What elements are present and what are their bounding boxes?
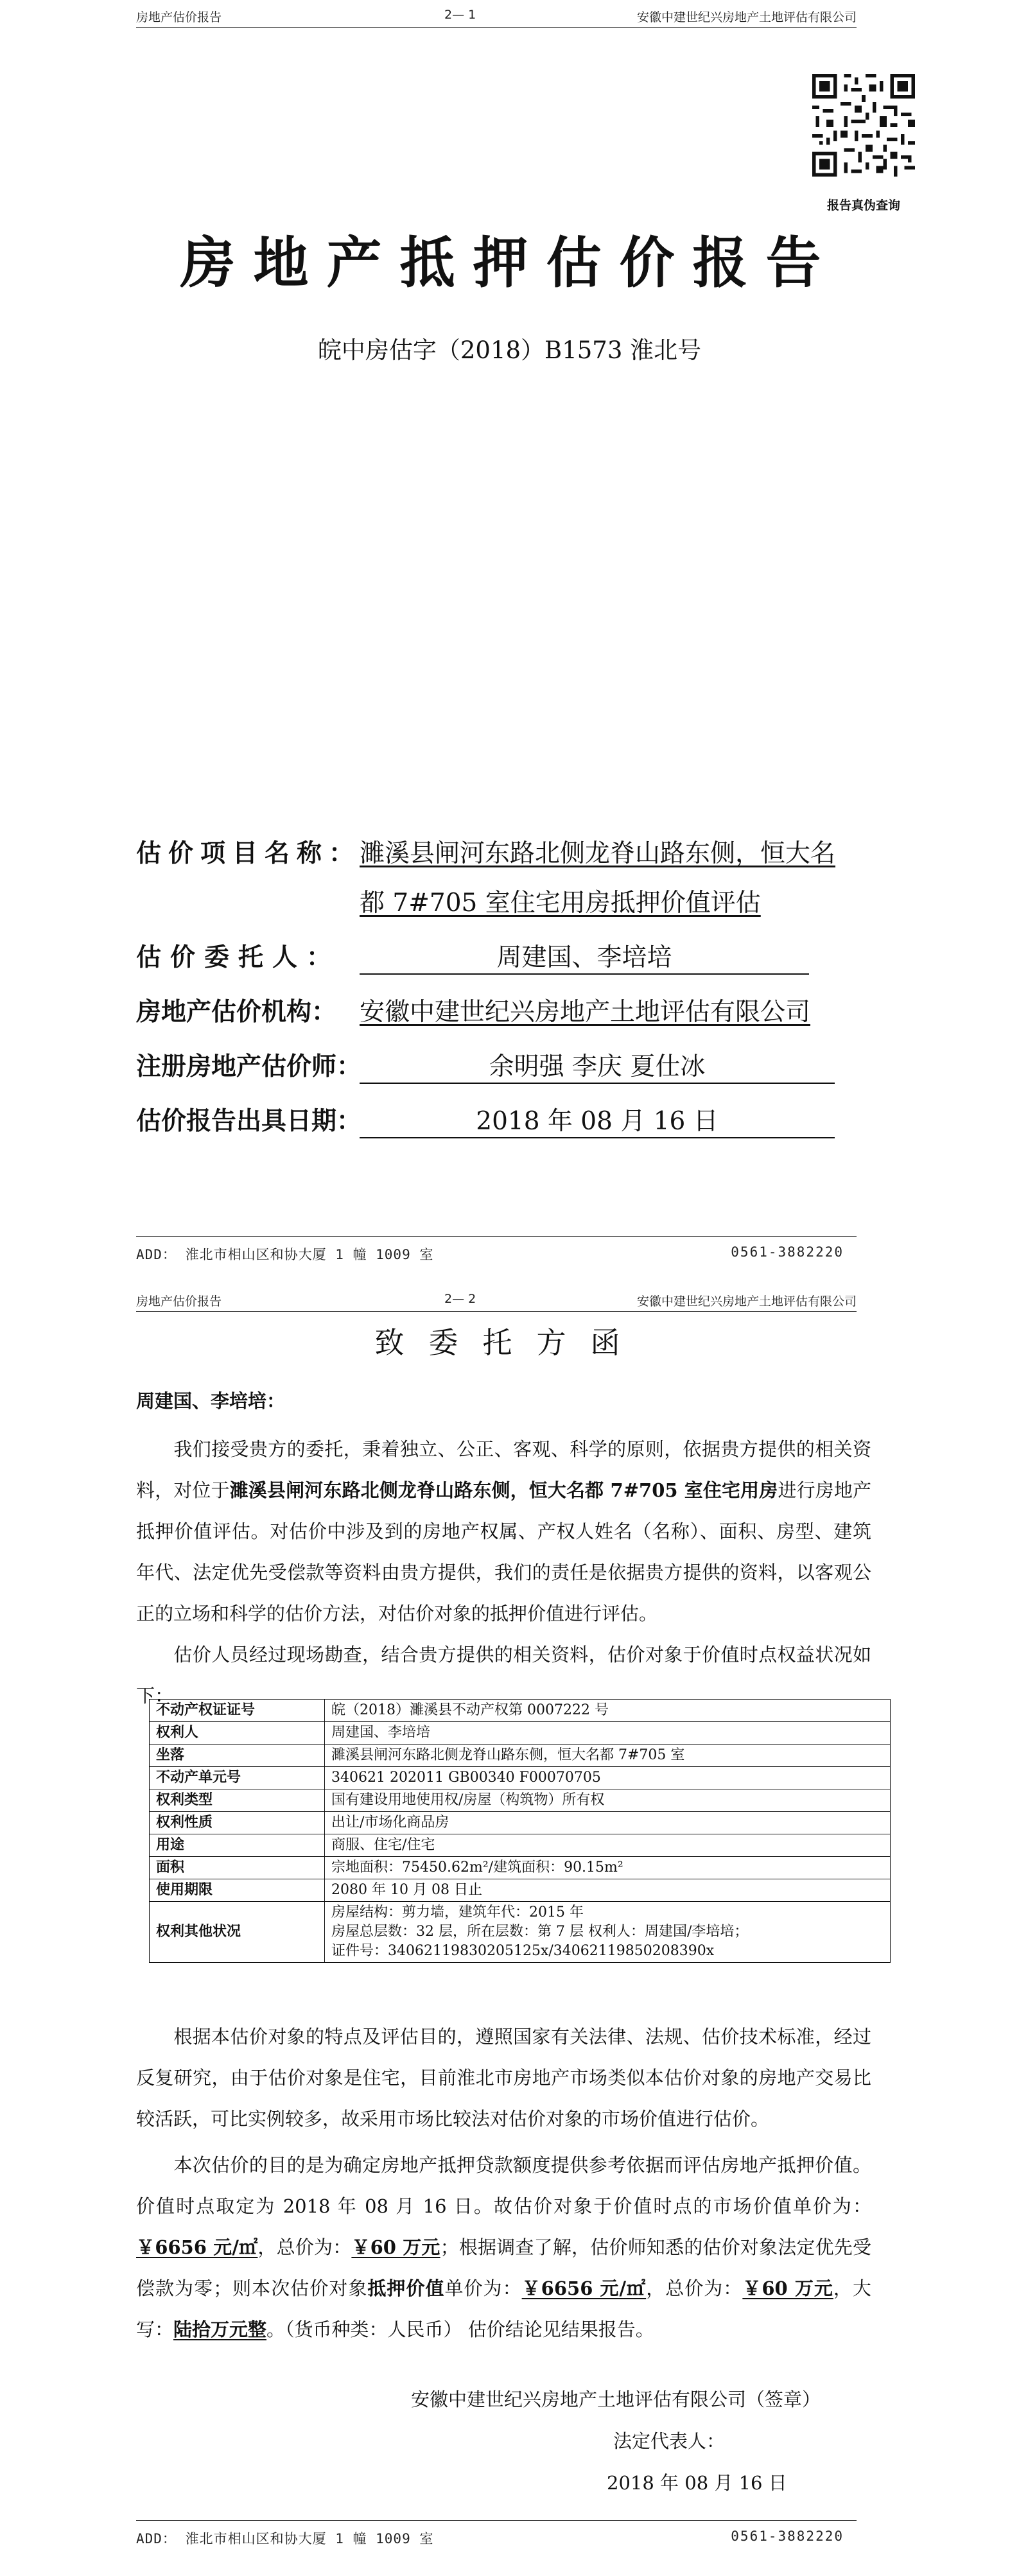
table-key: 权利性质 [150,1812,325,1834]
header-page-number: 2— 1 [444,8,476,22]
table-row [150,1745,891,1767]
table-key: 面积 [150,1857,325,1879]
project-name-value-line1: 濉溪县闸河东路北侧龙脊山路东侧，恒大名 [360,839,836,868]
p4-text-d: 单价为： [444,2277,522,2299]
p4-text-c: ；根据调查了解，估价师知悉的估价对象法定优先受偿款为零；则本次估价对象 [136,2236,871,2299]
table-row [150,1812,891,1834]
amount-in-words: 陆拾万元整 [173,2319,267,2340]
table-key: 不动产权证证号 [150,1700,325,1722]
issue-date-label: 估价报告出具日期： [136,1106,362,1136]
rights-table [149,1699,891,1963]
table-key: 权利其他状况 [150,1902,325,1963]
table-value: 宗地面积：75450.62m²/建筑面积：90.15m² [325,1857,891,1879]
letter-title: 致委托方函 [374,1325,645,1360]
table-value: 340621 202011 GB00340 F00070705 [325,1767,891,1789]
p4-text-a: 本次估价的目的是为确定房地产抵押贷款额度提供参考依据而评估房地产抵押价值。价值时点取定为 2018 年 08 月 16 日。故估价对象于价值时点的市场价值单价为： [136,2154,871,2217]
client-row [136,937,672,973]
report-number: 皖中房估字（2018）B1573 淮北号 [317,336,702,364]
p4-text-b: ，总价为： [257,2236,352,2258]
header-company-name: 安徽中建世纪兴房地产土地评估有限公司 [636,1294,857,1309]
table-value: 国有建设用地使用权/房屋（构筑物）所有权 [325,1789,891,1812]
issue-date-value: 2018 年 08 月 16 日 [360,1101,835,1138]
letter-paragraph-3 [136,2016,871,2139]
letter-paragraph-1 [136,1429,871,1634]
page-footer [136,1236,857,1262]
appraiser-value: 余明强 李庆 夏仕冰 [360,1047,835,1084]
p1-text-a: 我们接受贵方的委托，秉着独立、公正、客观、科学的原则，依据贵方提供的相关资料，对位于 [136,1438,871,1501]
table-key: 权利人 [150,1722,325,1745]
table-row [150,1722,891,1745]
p4-text-g: 。（货币种类：人民币） 估价结论见结果报告。 [266,2319,654,2340]
table-row [150,1834,891,1857]
appraiser-row [136,1047,706,1083]
p1-property-address: 濉溪县闸河东路北侧龙脊山路东侧，恒大名都 7#705 室住宅用房 [229,1479,778,1501]
client-label: 估价委托人： [136,943,341,972]
appraiser-label: 注册房地产估价师： [136,1052,362,1081]
footer-phone: 0561-3882220 [731,1244,844,1260]
mortgage-value-term: 抵押价值 [367,2277,445,2299]
project-name-row [136,833,836,869]
qr-code-icon[interactable] [812,74,915,177]
issue-date-row [136,1101,719,1137]
client-value: 周建国、李培培 [360,937,809,975]
table-value: 商服、住宅/住宅 [325,1834,891,1857]
table-row [150,1902,891,1963]
report-cover-page [0,0,1019,1284]
header-left-text: 房地产估价报告 [136,1294,222,1309]
p1-text-b: 进行房地产抵押价值评估。对估价中涉及到的房地产权属、产权人姓名（名称）、面积、房型、建筑年代、法定优先受偿款等资料由贵方提供，我们的责任是依据贵方提供的资料，以客观公正的立场和科学的估价方法，对估价对象的抵押价值进行评估。 [136,1479,871,1624]
header-page-number: 2— 2 [444,1292,476,1306]
table-row [150,1879,891,1902]
table-key: 用途 [150,1834,325,1857]
footer-phone: 0561-3882220 [731,2528,844,2544]
page-header [136,5,857,28]
table-row [150,1857,891,1879]
table-key: 不动产单元号 [150,1767,325,1789]
table-row [150,1700,891,1722]
table-value: 周建国、李培培 [325,1722,891,1745]
table-key: 使用期限 [150,1879,325,1902]
table-value: 皖（2018）濉溪县不动产权第 0007222 号 [325,1700,891,1722]
other-status-line: 房屋总层数：32 层，所在层数：第 7 层 权利人：周建国/李培培； [331,1924,749,1940]
table-value: 出让/市场化商品房 [325,1812,891,1834]
header-left-text: 房地产估价报告 [136,10,222,24]
agency-value: 安徽中建世纪兴房地产土地评估有限公司 [360,998,811,1027]
p2-text: 估价人员经过现场勘查，结合贵方提供的相关资料，估价对象于价值时点权益状况如下： [136,1644,871,1707]
page-header [136,1289,857,1312]
table-key: 权利类型 [150,1789,325,1812]
p4-text-e: ，总价为： [646,2277,743,2299]
table-value: 2080 年 10 月 08 日止 [325,1879,891,1902]
market-unit-price: ￥6656 元/㎡ [136,2236,258,2258]
table-row [150,1789,891,1812]
other-status-line: 证件号：3406211983020512​5x/340621198502083​90x [331,1943,715,1959]
agency-label: 房地产估价机构： [136,997,337,1027]
project-name-value-line2: 都 7#705 室住宅用房抵押价值评估 [360,889,761,918]
p4-text-f: ，大写： [136,2277,871,2340]
table-row [150,1767,891,1789]
letter-salutation: 周建国、李培培： [136,1390,286,1412]
market-total-price: ￥60 万元 [351,2236,440,2258]
table-value [325,1902,891,1963]
mortgage-total-price: ￥60 万元 [742,2277,833,2299]
page-footer [136,2520,857,2546]
report-title: 房地产抵押估价报告 [180,231,839,295]
agency-row [136,992,811,1028]
table-key: 坐落 [150,1745,325,1767]
footer-address: ADD： 淮北市相山区和协大厦 1 幢 1009 室 [136,2531,434,2546]
footer-address: ADD： 淮北市相山区和协大厦 1 幢 1009 室 [136,1247,434,1262]
mortgage-unit-price: ￥6656 元/㎡ [521,2277,647,2299]
signature-company: 安徽中建世纪兴房地产土地评估有限公司（签章） [411,2389,821,2410]
signature-legal-rep: 法定代表人： [613,2430,726,2452]
qr-caption: 报告真伪查询 [826,198,900,213]
letter-paragraph-4 [136,2145,871,2350]
other-status-line: 房屋结构：剪力墙，建筑年代：2015 年 [331,1904,584,1920]
header-company-name: 安徽中建世纪兴房地产土地评估有限公司 [636,10,857,24]
project-name-label: 估价项目名称： [136,839,361,868]
table-value: 濉溪县闸河东路北侧龙脊山路东侧，恒大名都 7#705 室 [325,1745,891,1767]
signature-date: 2018 年 08 月 16 日 [607,2472,787,2494]
p3-text: 根据本估价对象的特点及评估目的，遵照国家有关法律、法规、估价技术标准，经过反复研究，由于估价对象是住宅，目前淮北市房地产市场类似本估价对象的房地产交易比较活跃，可比实例较多，故采用市场比较法对估价对象的市场价值进行估价。 [136,2026,871,2130]
